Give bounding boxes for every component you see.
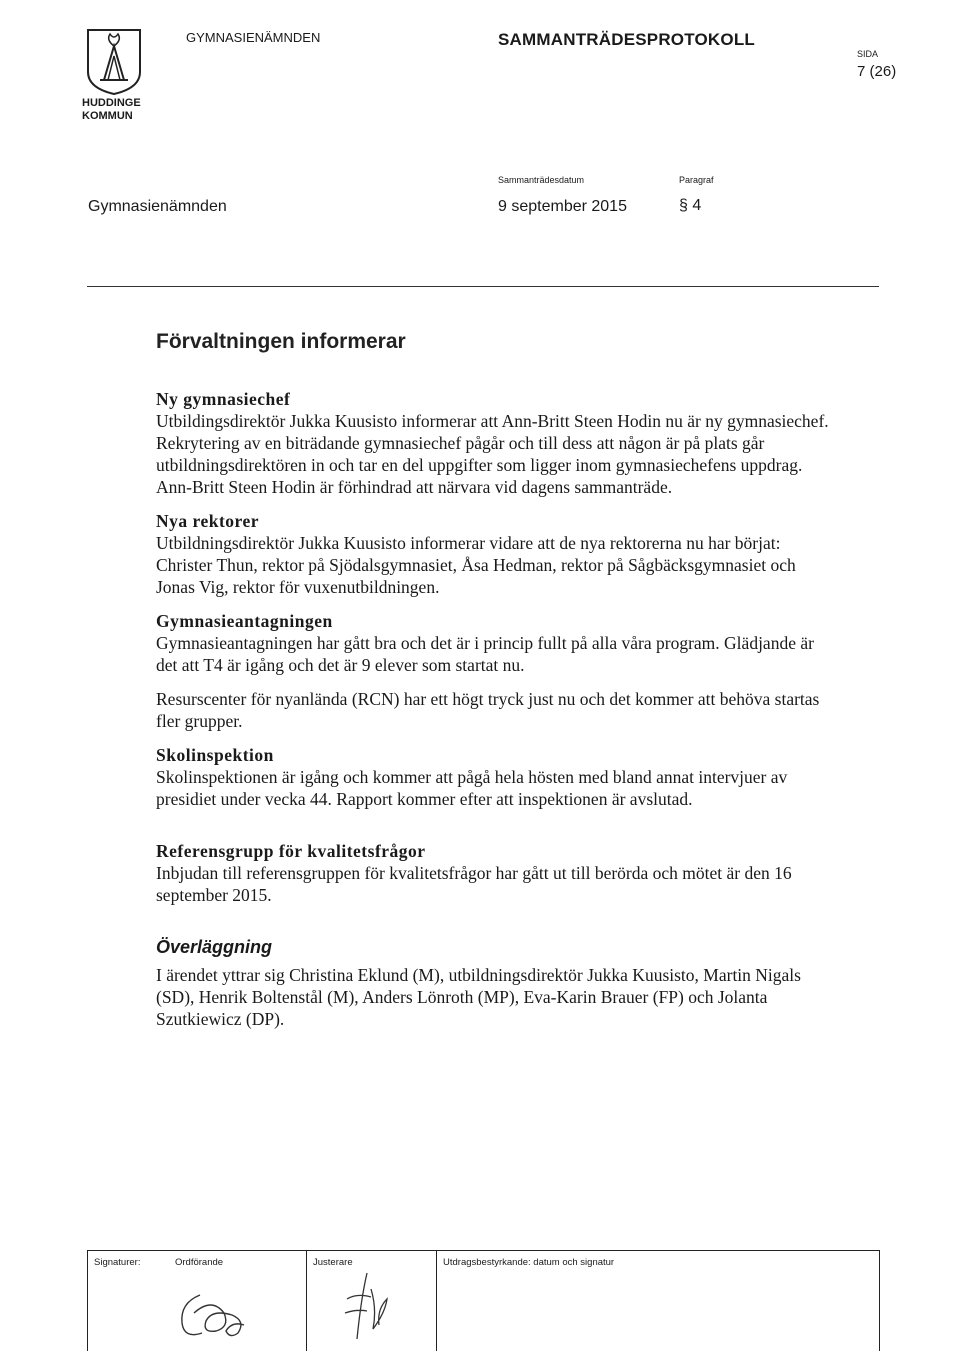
paragraph-number: § 4: [679, 197, 702, 214]
signatures-label: Signaturer:: [87, 1251, 169, 1301]
page-number: 7 (26): [857, 63, 897, 80]
chair-label: Ordförande: [175, 1257, 224, 1268]
section-title: Referensgrupp för kvalitetsfrågor: [156, 841, 426, 861]
section-title: Nya rektorer: [156, 511, 260, 531]
section-title: Skolinspektion: [156, 745, 274, 765]
paragraph: Rekrytering av en biträdande gymnasiechef pågår och till dess att någon är på plats går utbildningsdirektören in och tar en del uppgifter som ligger inom gymnasiechefens uppdrag.: [156, 433, 803, 475]
meeting-date: 9 september 2015: [498, 198, 627, 215]
document-type: SAMMANTRÄDESPROTOKOLL: [498, 30, 755, 49]
committee-header: GYMNASIENÄMNDEN: [186, 30, 321, 45]
municipality-line1: HUDDINGE: [82, 97, 141, 109]
section-title: Ny gymnasiechef: [156, 389, 291, 409]
deliberation-heading: Överläggning: [156, 937, 273, 957]
certified-label: Utdragsbestyrkande: datum och signatur: [436, 1251, 880, 1301]
paragraph: Resurscenter för nyanlända (RCN) har ett högt tryck just nu och det kommer att behöva startas fler grupper.: [156, 689, 820, 731]
adjuster-label: Justerare: [306, 1251, 438, 1301]
paragraph: Utbildingsdirektör Jukka Kuusisto informerar att Ann-Britt Steen Hodin nu är ny gymnasiechef.: [156, 411, 829, 431]
municipality-logo: [84, 28, 144, 96]
paragraph-label: Paragraf: [679, 175, 714, 185]
paragraph: Ann-Britt Steen Hodin är förhindrad att närvara vid dagens sammanträde.: [156, 477, 673, 497]
document-body: [156, 388, 836, 1030]
page-title: Förvaltningen informerar: [156, 330, 406, 353]
page-label: SIDA: [857, 49, 879, 59]
municipality-line2: KOMMUN: [82, 110, 133, 122]
chair-signature: [172, 1283, 262, 1345]
meeting-date-label: Sammanträdesdatum: [498, 175, 585, 185]
municipality-name: [82, 97, 141, 123]
adjuster-signature: [327, 1269, 397, 1349]
signature-table: [87, 1250, 880, 1351]
section-title: Gymnasieantagningen: [156, 611, 333, 631]
paragraph: Gymnasieantagningen har gått bra och det är i princip fullt på alla våra program. Glädjande är det att T4 är igång och det är 9 elever som startat nu.: [156, 633, 814, 675]
deliberation-text: I ärendet yttrar sig Christina Eklund (M), utbildningsdirektör Jukka Kuusisto, Martin Nigals (SD), Henrik Boltenstål (M), Anders Lönroth (MP), Eva-Karin Brauer (FP) och Jolanta Szutkiewicz (DP).: [156, 965, 801, 1029]
committee-name: Gymnasienämnden: [88, 198, 227, 215]
paragraph: Inbjudan till referensgruppen för kvalitetsfrågor har gått ut till berörda och mötet är den 16 september 2015.: [156, 863, 792, 905]
paragraph: Skolinspektionen är igång och kommer att pågå hela hösten med bland annat intervjuer av presidiet under vecka 44. Rapport kommer efter att inspektionen är avslutad.: [156, 767, 788, 809]
paragraph: Utbildningsdirektör Jukka Kuusisto informerar vidare att de nya rektorerna nu har börjat: Christer Thun, rektor på Sjödalsgymnasiet, Åsa Hedman, rektor på Sågbäcksgymnasiet och Jonas Vig, rektor för vuxenutbildningen.: [156, 533, 796, 597]
header-divider: [87, 286, 879, 287]
